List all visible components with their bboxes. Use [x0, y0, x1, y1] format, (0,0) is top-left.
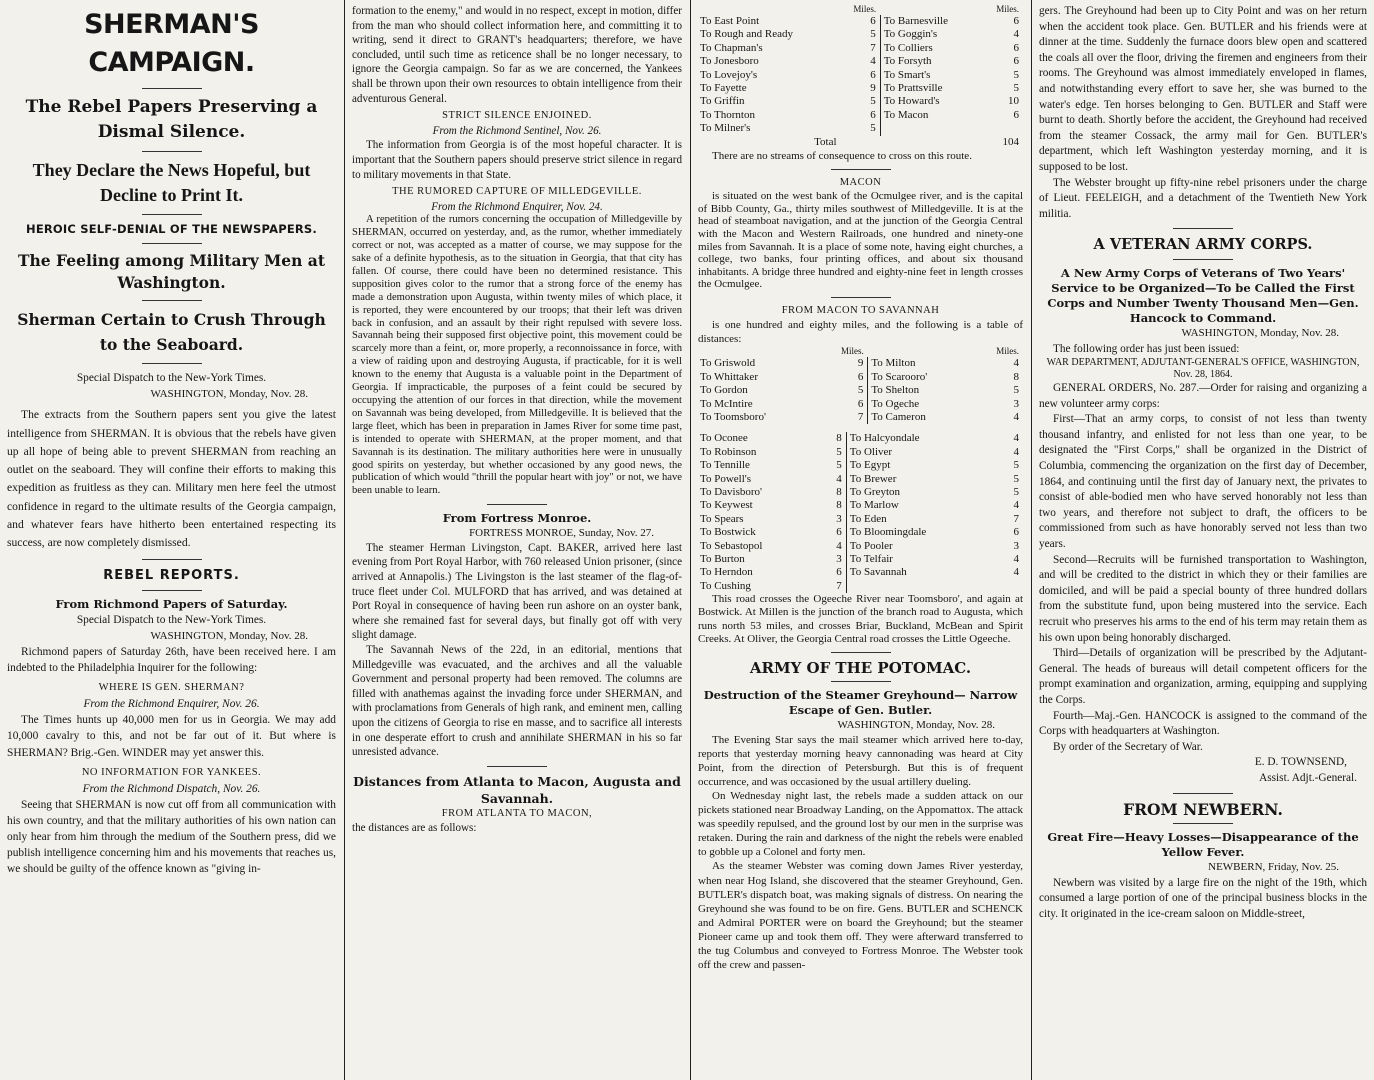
divider	[142, 590, 202, 591]
subhead: FROM ATLANTA TO MACON,	[441, 807, 593, 819]
deck-4: The Feeling among Military Men at Washington.	[18, 251, 325, 293]
place-name: To Barnesville	[880, 15, 981, 28]
divider	[1173, 259, 1233, 260]
miles: 4	[1013, 566, 1019, 579]
article-paragraph: Third—Details of organization will be prescribed by the Adjutant-General. The heads of bureaus will detail competent officers for the prompt examination and organization, arming, equipping and supplying the Corps.	[1039, 647, 1367, 706]
miles: 6	[870, 68, 876, 81]
deck-5: Sherman Certain to Crush Through to the Seaboard.	[17, 310, 326, 355]
subhead: STRICT SILENCE ENJOINED.	[442, 110, 592, 122]
article-paragraph: The steamer Herman Livingston, Capt. BAKER, arrived here last evening from Port Royal Harbor, with 760 released Union prisoner, (since arrived at Annapolis.) The Livingston is the last steamer of the flag-of-truce fleet under Col. MULFORD that has arrived, and was detained at Port Royal in consequence of having been run ashore on an oyster bank, where she remained fast for several days, but finally got off with very slight damage.	[352, 541, 682, 642]
subhead: FROM MACON TO SAVANNAH	[781, 305, 940, 316]
place-name: To Toomsboro'	[700, 410, 766, 423]
place-name: To Marlow	[846, 499, 1001, 512]
table-row	[698, 122, 1023, 135]
place-name: To Fayette	[700, 82, 747, 95]
column-4	[1032, 0, 1374, 1080]
place-name: To Eden	[846, 513, 1001, 526]
table-row	[698, 553, 1023, 566]
miles: 8	[1013, 370, 1019, 383]
dateline: WASHINGTON, Monday, Nov. 28.	[150, 629, 308, 642]
miles: 6	[857, 370, 864, 383]
miles: 5	[1013, 485, 1019, 498]
place-name: To Colliers	[880, 42, 981, 55]
place-name: To Halcyondale	[846, 432, 1001, 445]
place-name: To Ogeche	[868, 398, 974, 411]
divider	[142, 559, 202, 560]
table-row	[698, 526, 1023, 539]
dateline: NEWBERN, Friday, Nov. 25.	[1208, 861, 1339, 874]
column-2	[345, 0, 689, 1080]
divider	[831, 297, 891, 298]
source-line: From the Richmond Dispatch, Nov. 26.	[82, 782, 261, 795]
subhead: A New Army Corps of Veterans of Two Years' Service to be Organized—To be Called the First Corps and Number Twenty Thousand Men—Gen. Hancock to Command.	[1047, 265, 1359, 325]
table-row	[698, 446, 1023, 459]
table-header: Miles.	[853, 4, 877, 14]
distance-table-macon-savannah-1	[698, 346, 1023, 424]
table-row	[698, 55, 1023, 68]
miles: 3	[1013, 539, 1019, 552]
article-paragraph: Second—Recruits will be furnished transportation to Washington, and will be credited to the district in which they or their families are domiciled, and will be paid a special bounty of three hundred dollars from the substitute fund, upon being mustered into the service. Each recruit who preserves his arms to the end of his term may retain them as his own upon being honorably discharged.	[1039, 553, 1367, 644]
table-row	[698, 42, 1023, 55]
source-line: From the Richmond Enquirer, Nov. 26.	[83, 698, 260, 711]
miles: 6	[836, 526, 842, 539]
distance-table-macon-savannah-2	[698, 432, 1023, 593]
place-name: To Sebastopol	[700, 539, 763, 552]
place-name: To Shelton	[868, 384, 974, 397]
miles: 7	[870, 41, 876, 54]
dispatch-line: Special Dispatch to the New-York Times.	[76, 372, 267, 385]
source-line: From the Richmond Enquirer, Nov. 24.	[431, 200, 603, 213]
miles: 5	[836, 459, 842, 472]
table-row	[698, 371, 1023, 384]
place-name: To Telfair	[846, 553, 1001, 566]
table-header: Miles.	[996, 346, 1019, 357]
place-name: To Powell's	[700, 472, 752, 485]
table-row	[698, 384, 1023, 397]
place-name	[880, 122, 981, 135]
place-name: To Rough and Ready	[700, 28, 794, 41]
miles: 5	[857, 384, 864, 397]
subhead: From Richmond Papers of Saturday.	[55, 596, 288, 611]
miles	[981, 122, 1023, 135]
article-paragraph: is situated on the west bank of the Ocmulgee river, and is the capital of Bibb County, Ga., thirty miles southwest of Milledgeville. It is at the head of steamboat navigation, and at the junction of the Georgia Central with the Macon and Western Railroads, one hundred and ninety-one miles from Savannah. It is a place of some note, having eight churches, a college, two banks, four printing offices, and about six thousand inhabitants. A bridge three hundred and eighty-nine feet in length crosses the Ocmulgee.	[698, 190, 1023, 291]
place-name: To Spears	[700, 512, 744, 525]
miles: 6	[1013, 108, 1019, 121]
miles: 6	[836, 566, 842, 579]
miles: 6	[1013, 15, 1019, 27]
miles: 5	[870, 122, 876, 135]
place-name: To Keywest	[700, 499, 753, 512]
place-name: To Brewer	[846, 473, 1001, 486]
table-row	[698, 432, 1023, 445]
place-name: To Burton	[700, 552, 745, 565]
divider	[142, 214, 202, 215]
subhead: Distances from Atlanta to Macon, Augusta and Savannah.	[353, 773, 681, 806]
article-paragraph: As the steamer Webster was coming down James River yesterday, when near Hog Island, she discovered that the steamer Greyhound, Gen. BUTLER's dispatch boat, was making signals of distress. On nearing the Greyhound she was found to be on fire. Gens. BUTLER and SCHENCK and Admiral PORTER were on board the Greyhound; but the steamer Pioneer came up and took them off. They were afterward transferred to the tug Columbus and conveyed to Fortress Monroe. The Webster took off the crew and passen-	[698, 860, 1023, 972]
miles: 4	[1013, 445, 1019, 458]
miles: 3	[836, 512, 842, 525]
dateline: FORTRESS MONROE, Sunday, Nov. 27.	[469, 527, 654, 540]
miles: 6	[870, 108, 876, 121]
divider	[142, 363, 202, 364]
table-row	[698, 95, 1023, 108]
place-name: To Forsyth	[880, 55, 981, 68]
article-paragraph: This road crosses the Ogeeche River near Toomsboro', and again at Bostwick. At Millen is the junction of the branch road to Augusta, which runs north 53 miles, and crosses Briar, Buckland, McBean and Spirit Creeks. At Oliver, the Georgia Central road crosses the Little Ogeeche.	[698, 593, 1023, 646]
place-name: To Chapman's	[700, 41, 763, 54]
place-name: To Griswold	[700, 357, 756, 370]
miles: 6	[1013, 41, 1019, 54]
subhead: Destruction of the Steamer Greyhound— Narrow Escape of Gen. Butler.	[703, 688, 1018, 718]
miles: 4	[870, 55, 876, 68]
miles: 5	[870, 95, 876, 108]
divider	[1173, 793, 1233, 794]
article-paragraph: By order of the Secretary of War.	[1053, 740, 1203, 753]
section-from-newbern: FROM NEWBERN.	[1123, 799, 1283, 819]
table-row	[698, 69, 1023, 82]
miles	[1001, 580, 1023, 593]
miles: 6	[1013, 55, 1019, 68]
table-row	[698, 398, 1023, 411]
table-row	[698, 15, 1023, 28]
miles: 5	[1013, 384, 1019, 397]
deck-3: HEROIC SELF-DENIAL OF THE NEWSPAPERS.	[26, 222, 317, 236]
table-row	[698, 28, 1023, 41]
subhead: Great Fire—Heavy Losses—Disappearance of the Yellow Fever.	[1047, 830, 1359, 860]
article-paragraph: is one hundred and eighty miles, and the following is a table of distances:	[698, 319, 1023, 346]
article-paragraph: Newbern was visited by a large fire on the night of the 19th, which consumed a large portion of one of the principal business blocks in the city. It originated in the ice-cream saloon on Middle-street,	[1039, 876, 1367, 920]
article-paragraph: The Times hunts up 40,000 men for us in Georgia. We may add 10,000 cavalry to this, and not be far out of it. But where is SHERMAN? Brig.-Gen. WINDER may yet answer this.	[7, 714, 336, 759]
table-row	[698, 109, 1023, 122]
divider	[1173, 823, 1233, 824]
table-row	[698, 580, 1023, 593]
table-row	[698, 486, 1023, 499]
divider	[831, 169, 891, 170]
place-name: To Thornton	[700, 108, 755, 121]
article-paragraph: Fourth—Maj.-Gen. HANCOCK is assigned to the command of the Corps with headquarters at Washington.	[1039, 709, 1367, 738]
subhead: From Fortress Monroe.	[442, 511, 592, 526]
subhead: THE RUMORED CAPTURE OF MILLEDGEVILLE.	[392, 186, 642, 198]
deck-2: They Declare the News Hopeful, but Decline to Print It.	[32, 160, 311, 205]
article-paragraph: The extracts from the Southern papers sent you give the latest intelligence from SHERMAN. It is obvious that the rebels have given up all hope of being able to prevent SHERMAN from reaching an outlet on the seaboard. They will confine their efforts to making this expedition as fruitless as they can. Military men here feel the utmost confidence in regard to the ultimate results of the Georgia campaign, and whatever fears have hitherto been entertained respecting its success, are now completely dismissed.	[7, 408, 336, 550]
divider	[487, 766, 547, 767]
article-paragraph: The Webster brought up fifty-nine rebel prisoners under the charge of Lieut. FEELEIGH, and a detachment of the Twentieth New York militia.	[1039, 176, 1367, 220]
divider	[142, 151, 202, 152]
miles: 8	[836, 432, 842, 445]
miles: 6	[1013, 526, 1019, 539]
table-row	[698, 82, 1023, 95]
divider	[831, 681, 891, 682]
place-name: To Egypt	[846, 459, 1001, 472]
place-name: To Herndon	[700, 566, 753, 579]
table-row	[698, 411, 1023, 424]
miles: 6	[857, 397, 864, 410]
dispatch-line: Special Dispatch to the New-York Times.	[76, 613, 267, 626]
table-row	[698, 473, 1023, 486]
miles: 5	[1013, 459, 1019, 472]
source-line: From the Richmond Sentinel, Nov. 26.	[432, 124, 602, 137]
article-paragraph: the distances are as follows:	[352, 822, 477, 835]
place-name: To Bostwick	[700, 526, 756, 539]
place-name: To Howard's	[880, 95, 981, 108]
miles: 3	[836, 552, 842, 565]
subhead: NO INFORMATION FOR YANKEES.	[81, 766, 262, 778]
deck-1: The Rebel Papers Preserving a Dismal Silence.	[25, 97, 318, 142]
article-paragraph: The Evening Star says the mail steamer which arrived here to-day, reports that yesterday morning heavy cannonading was heard at City Point, from the direction of Petersburgh. But this is of frequent occurrence, and was occasioned by the usual artillery dueling.	[698, 733, 1023, 788]
place-name: To Bloomingdale	[846, 526, 1001, 539]
column-1	[0, 0, 343, 1080]
place-name: To Greyton	[846, 486, 1001, 499]
dateline: WASHINGTON, Monday, Nov. 28.	[837, 719, 995, 732]
section-veteran-army-corps: A VETERAN ARMY CORPS.	[1093, 236, 1313, 254]
section-army-of-the-potomac: ARMY OF THE POTOMAC.	[749, 659, 972, 678]
miles: 9	[870, 82, 876, 95]
place-name: To Jonesboro	[700, 55, 759, 68]
place-name: To Griffin	[700, 95, 745, 108]
article-paragraph: First—That an army corps, to consist of not less than twenty thousand infantry, and enlisted for not less than one year, to be designated the "First Corps," shall be organized in the District of Columbia, commencing the organization on the first day of December, 1864, and continuing until the first day of January next, the privates to consist of able-bodied men who have served honorably not less than two years, and therefore not subject to draft, the officers to be commissioned from such as have honorably served not less than two years.	[1039, 413, 1367, 551]
place-name: To Pooler	[846, 540, 1001, 553]
divider	[142, 300, 202, 301]
article-paragraph: A repetition of the rumors concerning the occupation of Milledgeville by SHERMAN, occurred on yesterday, and, as the rumor, whether immediately correct or not, was accepted as a matter of course, we may suppose for the sake of a definite hypothesis, as to the situation in Georgia, that that city has fallen. Of course, there could have been no determined resistance. This supposition gives color to the rumor that a strong force of the enemy has made a demonstration upon Augusta, within twenty miles of which place, it is reported, they were encountered by our troops; that their left was driven back in confusion, and an assault by their right repulsed with severe loss. Savannah being their supposed first objective point, this movement could be scarcely more than a feint, or, more properly, a reconnoissance in force, with a view of raiding upon and destroying Augusta, if practicable, for it is well known to the enemy that Augusta is a valuable point in the Department of Georgia. If impracticable, the purposes of a feint could be secured by occupying the attention of our forces in that direction, while the movement on Savannah was being developed, from Milledgeville. It is believed that the large fleet, which has been in preparation in James River for some time past, is intended to operate with SHERMAN, at the proper moment, and that Savannah is its destination. The military authorities here were in unusually good spirits on yesterday, but whether occasioned by any good news, the publication of which would "thrill the popular heart with joy" or not, we have been unable to learn.	[352, 214, 682, 497]
place-name: To McIntire	[700, 397, 753, 410]
article-paragraph: Seeing that SHERMAN is now cut off from all communication with his own country, and that the military authorities of his own nation can only hear from him through the medium of the Southern press, did we publish intelligence concerning him and his movements that reaches us, we should be guilty of the offence known as "giving in-	[7, 798, 336, 876]
place-name: To Scarooro'	[868, 371, 974, 384]
place-name: To Prattsville	[880, 82, 981, 95]
column-3	[691, 0, 1030, 1080]
office-line: WAR DEPARTMENT, ADJUTANT-GENERAL'S OFFICE, WASHINGTON, Nov. 28, 1864.	[1046, 357, 1360, 381]
article-paragraph: formation to the enemy," and would in no respect, except in motion, differ from the man who should collect information here, and committing it to writing, send it direct to GRANT's headquarters; therefore, we have concluded, until such time as reticence shall be no longer necessary, to ignore the Georgia campaign. So far as we are concerned, the Yankees shall be thrown upon their own resources to obtain intelligence from their adventurous General.	[352, 5, 682, 105]
miles: 5	[870, 28, 876, 41]
article-paragraph: The following order has just been issued:	[1053, 342, 1240, 355]
place-name: To East Point	[700, 15, 760, 27]
miles: 8	[836, 499, 842, 512]
total-value: 104	[1002, 135, 1019, 148]
article-paragraph: On Wednesday night last, the rebels made a sudden attack on our pickets stationed near Broadway Landing, on the Appomattox. The attack was speedily repulsed, and the ground lost by our men in the surprise was retaken. During the rain and darkness of the night the rebels were enabled to gobble up a Colonel and forty men.	[698, 789, 1023, 859]
place-name: To Davisboro'	[700, 485, 763, 498]
headline-shermans-campaign: SHERMAN'S CAMPAIGN.	[84, 9, 259, 78]
article-paragraph: gers. The Greyhound had been up to City Point and was on her return when the accident took place. Gen. BUTLER and his friends were at dinner at the time. Suddenly the furnace doors blew open and scattered the coals all over the floor, driving the firemen and engineers from their rooms. The Greyhound was almost immediately enveloped in flames, and notwithstanding every effort to save her, she was burned to the water's edge. Ten horses belonging to Gen. BUTLER and Staff were burnt to death. Shortly before the accident, the Greyhound had received from the steamer Cossack, the army mail for Gen. BUTLER's department, which left Washington yesterday morning, and it is supposed to be lost.	[1039, 5, 1367, 173]
place-name: To Oliver	[846, 446, 1001, 459]
subhead: WHERE IS GEN. SHERMAN?	[98, 682, 245, 694]
place-name: To Whittaker	[700, 370, 758, 383]
article-paragraph: The Savannah News of the 22d, in an editorial, mentions that Milledgeville was evacuated, and the archives and all the valuable Government and personal property had been removed. The columns are filled with anathemas against the invading force under SHERMAN, and with proclamations from Generals of high rank, and eminent men, calling upon the citizens of Georgia to rise en masse, and to sacrifice all interests in one desperate effort to crush and annihilate SHERMAN in his so far unresisted advance.	[352, 644, 682, 759]
table-header: Miles.	[996, 4, 1019, 14]
place-name: To Cushing	[700, 579, 751, 592]
miles: 5	[836, 445, 842, 458]
miles: 4	[836, 472, 842, 485]
miles: 5	[1013, 472, 1019, 485]
article-paragraph: The information from Georgia is of the most hopeful character. It is important that the Southern papers should preserve strict silence in regard to military movements in that State.	[352, 139, 682, 181]
miles: 4	[836, 539, 842, 552]
place-name: To Macon	[880, 109, 981, 122]
miles: 8	[836, 485, 842, 498]
miles: 7	[857, 410, 864, 423]
table-row	[698, 540, 1023, 553]
place-name	[846, 580, 1001, 593]
section-rebel-reports: REBEL REPORTS.	[103, 567, 240, 583]
miles: 4	[1013, 357, 1019, 370]
dateline: WASHINGTON, Monday, Nov. 28.	[150, 388, 308, 401]
miles: 4	[1013, 552, 1019, 565]
place-name: To Savannah	[846, 566, 1001, 579]
signature-title: Assist. Adjt.-General.	[1259, 771, 1357, 784]
place-name: To Gordon	[700, 384, 748, 397]
divider	[1173, 228, 1233, 229]
table-row	[698, 357, 1023, 370]
miles: 4	[1013, 410, 1019, 423]
table-row	[698, 513, 1023, 526]
miles: 10	[1008, 95, 1019, 108]
miles: 4	[1013, 432, 1019, 445]
miles: 7	[836, 579, 842, 592]
place-name: To Cameron	[868, 411, 974, 424]
place-name: To Oconee	[700, 432, 748, 445]
miles: 3	[1013, 397, 1019, 410]
miles: 9	[857, 357, 864, 370]
miles: 6	[870, 15, 876, 27]
miles: 4	[1013, 28, 1019, 41]
table-header: Miles.	[841, 346, 864, 357]
place-name: To Lovejoy's	[700, 68, 758, 81]
place-name: To Robinson	[700, 445, 757, 458]
divider	[831, 652, 891, 653]
table-row	[698, 566, 1023, 579]
place-name: To Milton	[868, 357, 974, 370]
distance-table-atlanta-macon	[698, 4, 1023, 149]
divider	[487, 504, 547, 505]
miles: 7	[1013, 512, 1019, 525]
signature-name: E. D. TOWNSEND,	[1254, 756, 1347, 769]
table-row	[698, 459, 1023, 472]
place-name: To Milner's	[700, 122, 751, 135]
dateline: WASHINGTON, Monday, Nov. 28.	[1181, 326, 1339, 339]
divider	[142, 88, 202, 89]
article-paragraph: Richmond papers of Saturday 26th, have been received here. I am indebted to the Philadelphia Inquirer for the following:	[7, 645, 336, 675]
total-label: Total	[814, 135, 837, 148]
spacer	[698, 424, 1023, 432]
subhead: MACON	[839, 177, 882, 189]
place-name: To Smart's	[880, 69, 981, 82]
miles: 4	[1013, 499, 1019, 512]
miles: 5	[1013, 82, 1019, 95]
place-name: To Tennille	[700, 459, 750, 472]
place-name: To Goggin's	[880, 28, 981, 41]
article-paragraph: There are no streams of consequence to cross on this route.	[712, 150, 972, 163]
table-row	[698, 499, 1023, 512]
miles: 5	[1013, 68, 1019, 81]
article-paragraph: GENERAL ORDERS, No. 287.—Order for raising and organizing a new volunteer army corps:	[1039, 382, 1367, 410]
divider	[142, 243, 202, 244]
